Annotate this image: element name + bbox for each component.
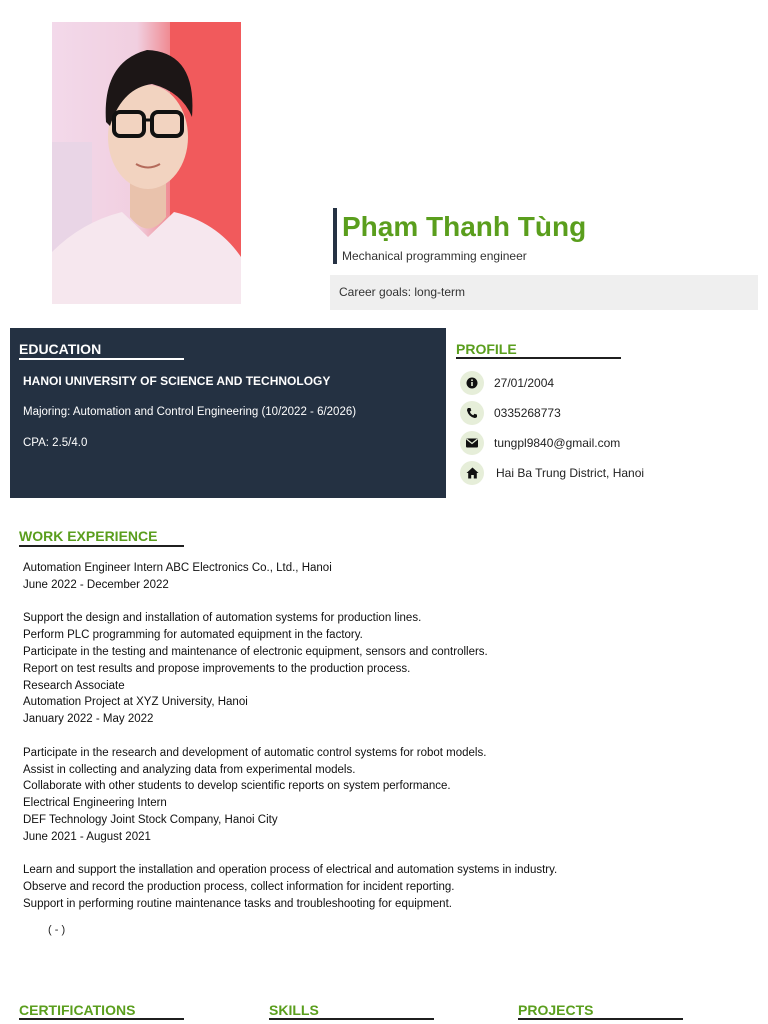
education-section [10, 328, 446, 498]
work-line: DEF Technology Joint Stock Company, Hanoi City [23, 813, 278, 826]
phone-icon [460, 401, 484, 425]
certifications-underline [19, 1018, 184, 1020]
profile-item-address [460, 461, 644, 485]
work-line: Automation Project at XYZ University, Hanoi [23, 696, 248, 709]
envelope-icon [460, 431, 484, 455]
profile-phone: 0335268773 [494, 406, 561, 420]
line-gap [23, 846, 557, 863]
work-line: Participate in the testing and maintenance of electronic equipment, sensors and controllers. [23, 645, 488, 658]
education-title: EDUCATION [19, 341, 102, 357]
work-line: Report on test results and propose improvements to the production process. [23, 662, 411, 675]
work-line: January 2022 - May 2022 [23, 713, 154, 726]
skills-underline [269, 1018, 434, 1020]
work-line: Electrical Engineering Intern [23, 797, 167, 810]
work-line: Assist in collecting and analyzing data from experimental models. [23, 763, 356, 776]
line-gap [23, 594, 557, 611]
certifications-title: CERTIFICATIONS [19, 1002, 136, 1018]
projects-title: PROJECTS [518, 1002, 594, 1018]
education-underline [19, 358, 184, 360]
profile-photo [52, 22, 241, 304]
home-icon [460, 461, 484, 485]
career-goals: Career goals: long-term [330, 275, 758, 310]
work-experience-title: WORK EXPERIENCE [19, 528, 158, 544]
work-line: Support the design and installation of automation systems for production lines. [23, 612, 422, 625]
work-line: Collaborate with other students to develop scientific reports on system performance. [23, 780, 451, 793]
profile-item-email [460, 431, 620, 455]
education-school: HANOI UNIVERSITY OF SCIENCE AND TECHNOLOGY [23, 374, 331, 388]
work-trailing-text: ( - ) [48, 924, 66, 936]
profile-email[interactable]: tungpl9840@gmail.com [494, 436, 621, 450]
profile-underline [456, 357, 621, 359]
profile-title: PROFILE [456, 341, 517, 357]
work-line: June 2021 - August 2021 [23, 830, 151, 843]
skills-title: SKILLS [269, 1002, 319, 1018]
work-line: Learn and support the installation and operation process of electrical and automation systems in industry. [23, 864, 558, 877]
projects-underline [518, 1018, 683, 1020]
profile-address: Hai Ba Trung District, Hanoi [496, 466, 645, 480]
work-line: Automation Engineer Intern ABC Electronics Co., Ltd., Hanoi [23, 562, 332, 574]
work-line: June 2022 - December 2022 [23, 578, 169, 591]
line-gap [23, 728, 557, 745]
work-line: Support in performing routine maintenance tasks and troubleshooting for equipment. [23, 897, 452, 910]
education-cpa: CPA: 2.5/4.0 [23, 437, 88, 449]
work-line: Participate in the research and development of automatic control systems for robot models. [23, 746, 487, 759]
profile-birthdate: 27/01/2004 [494, 376, 555, 390]
work-experience-list [23, 560, 557, 913]
info-icon [460, 371, 484, 395]
name-block [333, 208, 586, 264]
work-experience-underline [19, 545, 184, 547]
education-major: Majoring: Automation and Control Engineering (10/2022 - 6/2026) [23, 406, 357, 418]
profile-item-birthdate [460, 371, 554, 395]
person-name: Phạm Thanh Tùng [342, 211, 587, 242]
profile-item-phone [460, 401, 561, 425]
work-line: Perform PLC programming for automated equipment in the factory. [23, 629, 363, 642]
job-title: Mechanical programming engineer [342, 249, 527, 263]
work-line: Research Associate [23, 679, 125, 692]
work-line: Observe and record the production process, collect information for incident reporting. [23, 881, 455, 894]
